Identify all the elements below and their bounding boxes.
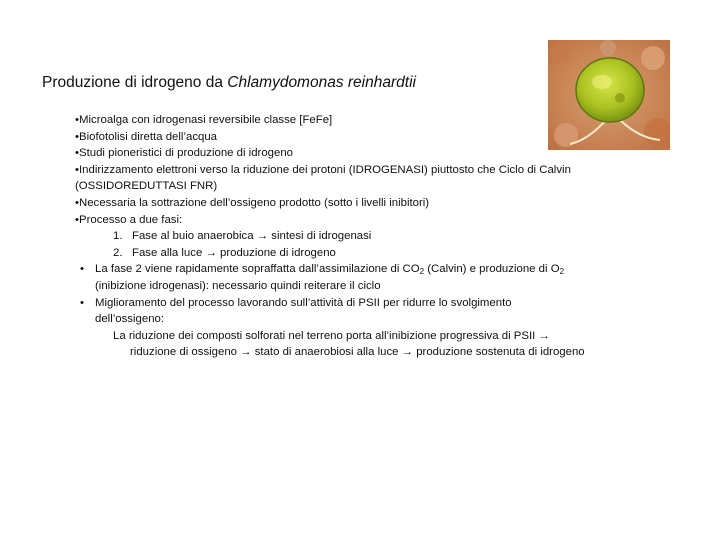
numbered-item-1-number: 1. bbox=[113, 230, 123, 243]
sub-bullet-fase2-cont-text: (inibizione idrogenasi): necessario quindi reiterare il ciclo bbox=[95, 279, 381, 292]
sub-bullet-fase2-mark: • bbox=[80, 263, 84, 276]
numbered-item-1-text: Fase al buio anaerobica → sintesi di idrogenasi bbox=[132, 230, 372, 243]
riduzione-line-2 bbox=[75, 344, 715, 361]
numbered-item-2-number: 2. bbox=[113, 246, 123, 259]
bullet-processo: •Processo a due fasi: bbox=[75, 213, 183, 226]
sub-bullet-miglioramento bbox=[75, 295, 715, 312]
bullet-studi: •Studi pioneristici di produzione di idrogeno bbox=[75, 147, 294, 160]
numbered-item-2 bbox=[75, 245, 715, 262]
title-species: Chlamydomonas reinhardtii bbox=[227, 74, 416, 91]
bullet-indirizzamento: •Indirizzamento elettroni verso la riduzione dei protoni (IDROGENASI) piuttosto che Ciclo di Calvin bbox=[75, 163, 571, 176]
sub-bullet-fase2 bbox=[75, 261, 715, 278]
sub-bullet-fase2-cont bbox=[75, 278, 715, 295]
riduzione-line-1-text: La riduzione dei composti solforati nel terreno porta all’inibizione progressiva di PSII → bbox=[113, 329, 550, 342]
bullet-biofotolisi: •Biofotolisi diretta dell’acqua bbox=[75, 130, 218, 143]
slide-title bbox=[42, 74, 416, 92]
bullet-microalga: •Microalga con idrogenasi reversibile classe [FeFe] bbox=[75, 114, 333, 126]
numbered-item-1 bbox=[75, 228, 715, 245]
bullet-indirizzamento-cont: (OSSIDOREDUTTASI FNR) bbox=[75, 180, 218, 193]
fase2-text-b: (Calvin) e produzione di O bbox=[424, 263, 560, 276]
sub-bullet-fase2-text bbox=[95, 261, 564, 278]
slide-body bbox=[75, 112, 715, 361]
sub-bullet-miglioramento-mark: • bbox=[80, 296, 84, 309]
riduzione-line-2-text: riduzione di ossigeno → stato di anaerobiosi alla luce → produzione sostenuta di idrogeno bbox=[130, 346, 585, 359]
fase2-text-a: La fase 2 viene rapidamente sopraffatta dall’assimilazione di CO bbox=[95, 263, 420, 276]
bullet-sottrazione: •Necessaria la sottrazione dell’ossigeno prodotto (sotto i livelli inibitori) bbox=[75, 196, 430, 209]
sub-bullet-miglioramento-cont-text: dell’ossigeno: bbox=[95, 313, 165, 326]
numbered-item-2-text: Fase alla luce → produzione di idrogeno bbox=[132, 246, 336, 259]
co2-subscript: 2 bbox=[419, 267, 425, 277]
o2-subscript: 2 bbox=[559, 267, 565, 277]
sub-bullet-miglioramento-cont bbox=[75, 311, 715, 328]
sub-bullet-miglioramento-text: Miglioramento del processo lavorando sull’attività di PSII per ridurre lo svolgimento bbox=[95, 296, 512, 309]
riduzione-line-1 bbox=[75, 328, 715, 345]
title-text: Produzione di idrogeno da bbox=[42, 74, 228, 91]
